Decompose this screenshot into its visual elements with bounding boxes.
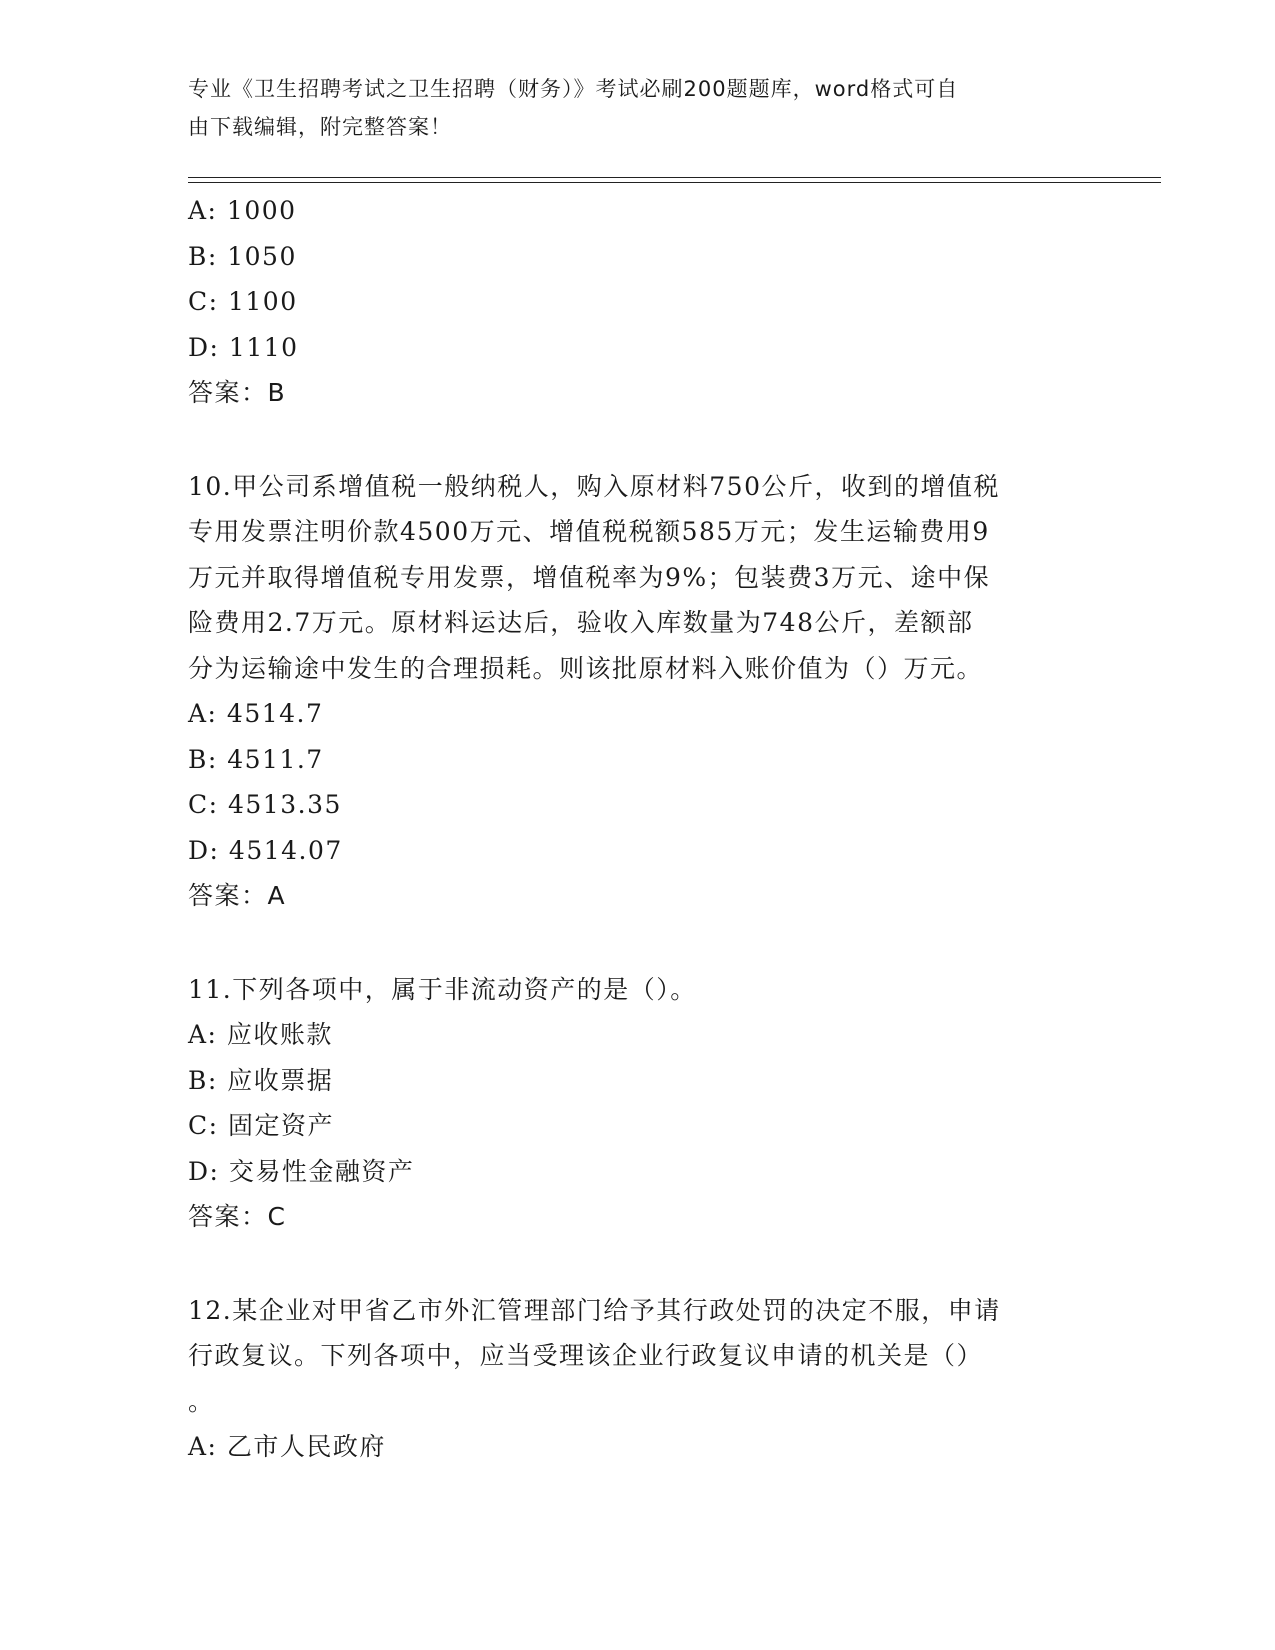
- question-text-line: 10.甲公司系增值税一般纳税人，购入原材料750公斤，收到的增值税: [188, 471, 1000, 501]
- option-b: B: 应收票据: [188, 1065, 334, 1095]
- option-d: D: 4514.07: [188, 835, 343, 865]
- question-9: [188, 188, 1088, 416]
- spacer: [188, 416, 1088, 464]
- option-b: B: 1050: [188, 241, 297, 271]
- option-c: C: 固定资产: [188, 1111, 334, 1140]
- header-divider-bottom: [188, 182, 1161, 183]
- question-11: [188, 967, 1088, 1240]
- question-text-line: 行政复议。下列各项中，应当受理该企业行政复议申请的机关是（）: [188, 1341, 984, 1370]
- document-header: [188, 70, 1068, 146]
- option-c: C: 4513.35: [188, 790, 342, 819]
- header-divider-top: [188, 177, 1161, 178]
- option-d: D: 1110: [188, 332, 299, 362]
- option-a: A: 4514.7: [188, 699, 324, 728]
- header-line-2: 由下载编辑，附完整答案！: [188, 115, 452, 139]
- question-10: [188, 464, 1088, 919]
- option-a: A: 乙市人民政府: [188, 1432, 386, 1461]
- spacer: [188, 1240, 1088, 1288]
- question-text-line: 险费用2.7万元。原材料运达后，验收入库数量为748公斤，差额部: [188, 608, 974, 637]
- header-line-1: 专业《卫生招聘考试之卫生招聘（财务）》考试必刷200题题库，word格式可自: [188, 77, 959, 101]
- option-a: A: 应收账款: [188, 1020, 333, 1049]
- question-text-line: 专用发票注明价款4500万元、增值税税额585万元；发生运输费用9: [188, 517, 990, 546]
- option-d: D: 交易性金融资产: [188, 1156, 415, 1186]
- option-b: B: 4511.7: [188, 744, 324, 774]
- option-a: A: 1000: [188, 196, 297, 225]
- question-text-line: 。: [188, 1386, 215, 1416]
- answer: 答案：C: [188, 1202, 287, 1231]
- spacer: [188, 919, 1088, 967]
- question-text-line: 12.某企业对甲省乙市外汇管理部门给予其行政处罚的决定不服，申请: [188, 1295, 1001, 1325]
- question-12: [188, 1288, 1088, 1470]
- question-text-line: 万元并取得增值税专用发票，增值税率为9%；包装费3万元、途中保: [188, 562, 991, 592]
- question-list: [188, 188, 1088, 1470]
- answer: 答案：B: [188, 378, 287, 407]
- question-text-line: 11.下列各项中，属于非流动资产的是（）。: [188, 974, 697, 1004]
- answer: 答案：A: [188, 881, 287, 910]
- option-c: C: 1100: [188, 287, 298, 316]
- question-text-line: 分为运输途中发生的合理损耗。则该批原材料入账价值为（）万元。: [188, 653, 984, 683]
